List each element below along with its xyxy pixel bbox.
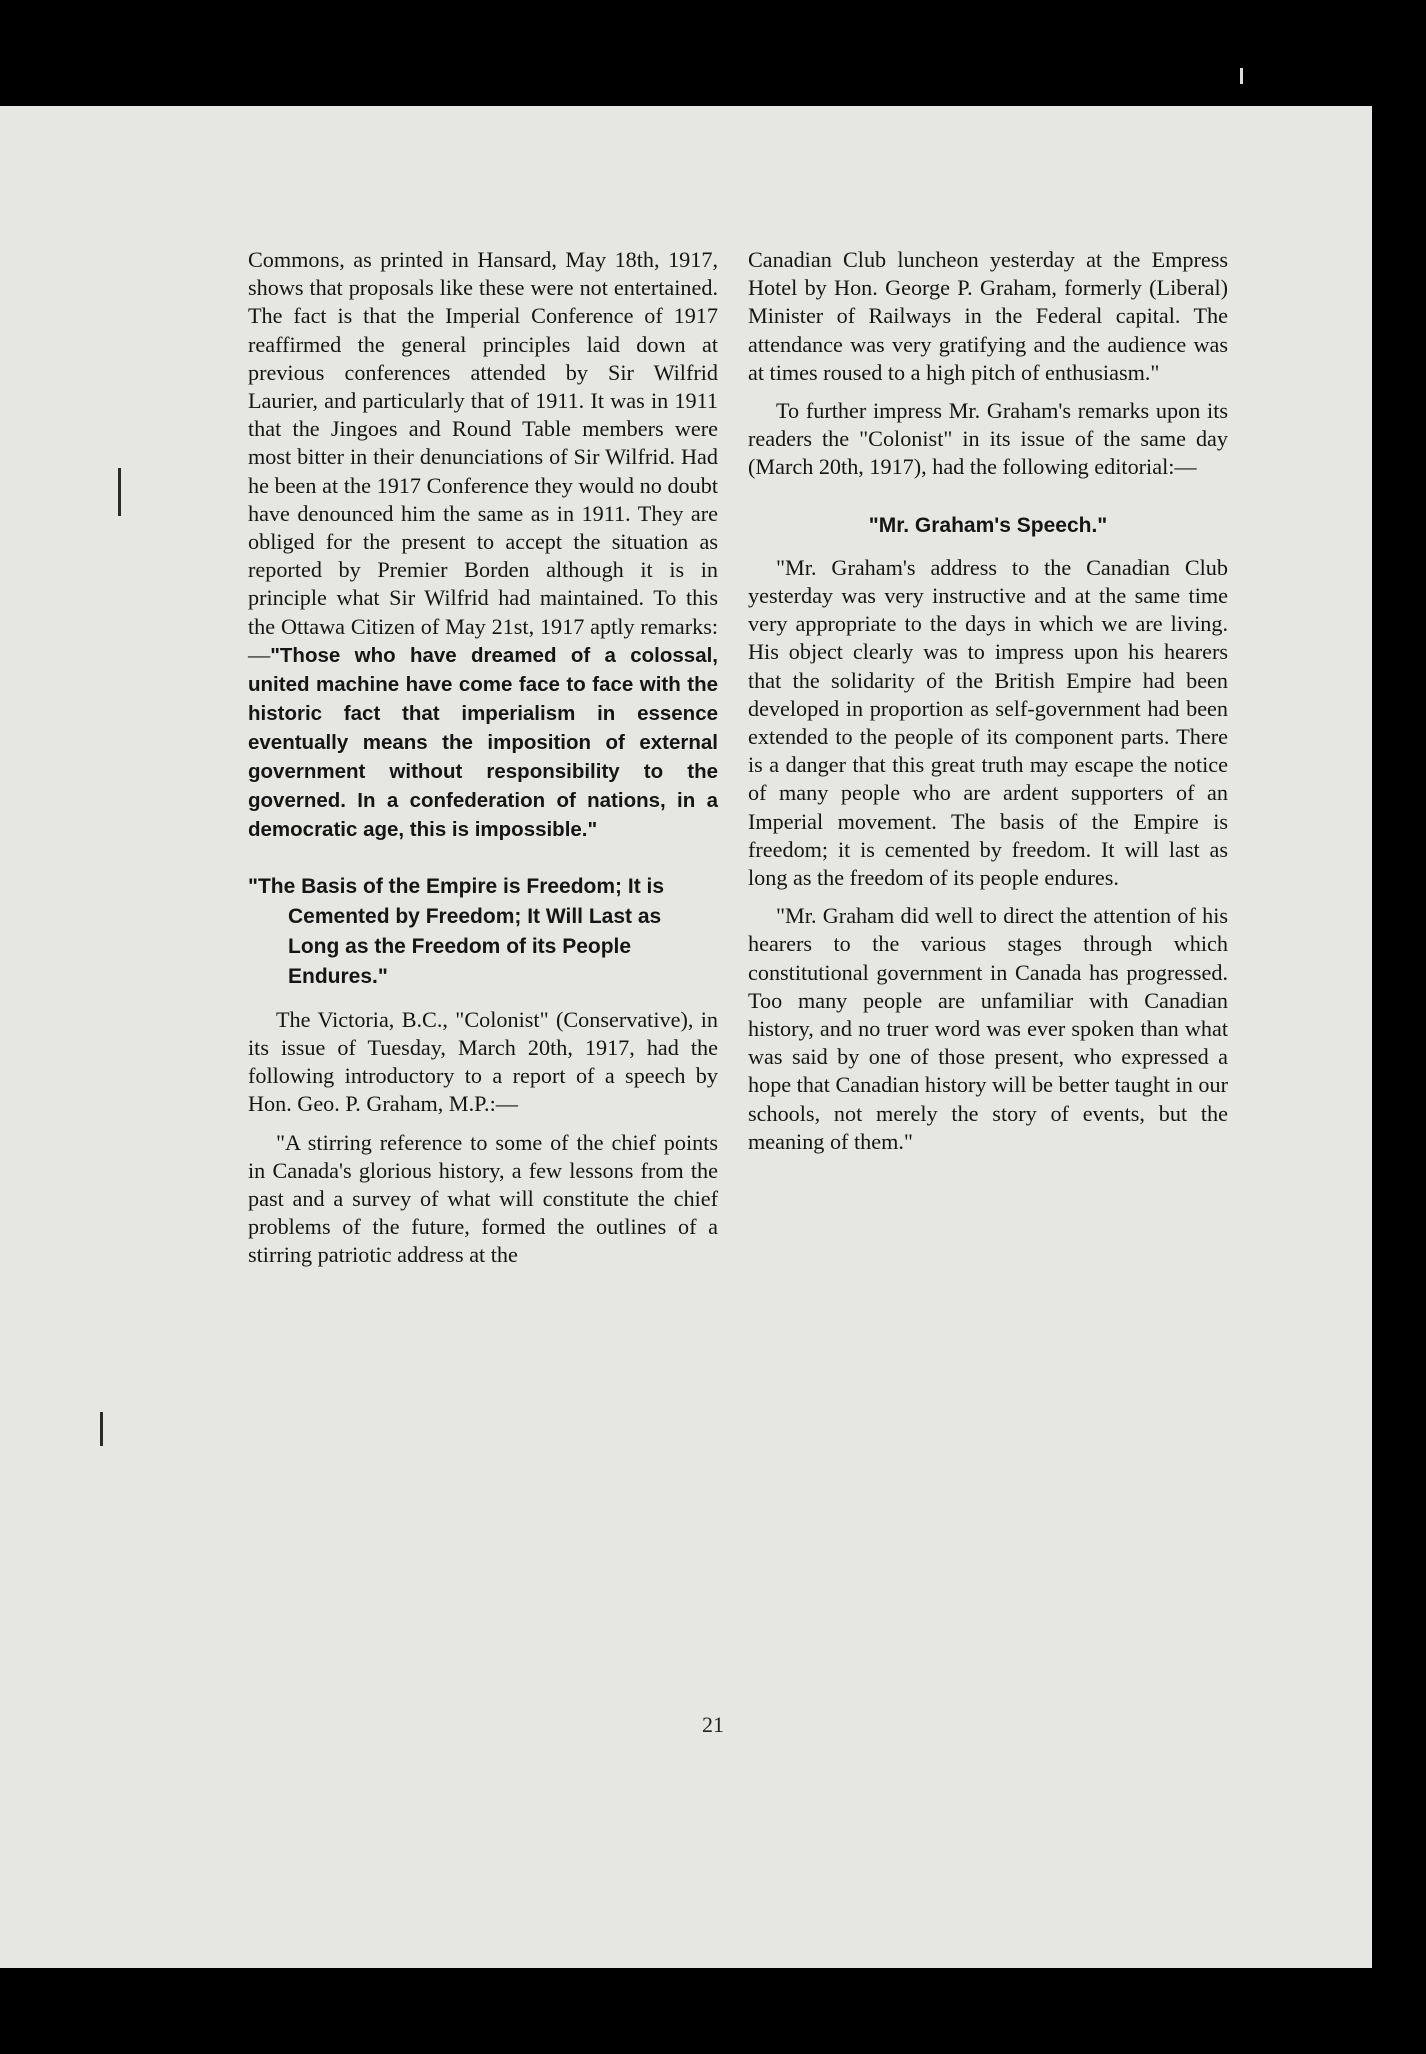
right-column xyxy=(748,246,1228,1166)
left-paragraph-3: "A stirring reference to some of the chief points in Canada's glorious history, a few lessons from the past and a survey of what will constitute the chief problems of the future, formed the outlines of a stirring patriotic address at the xyxy=(248,1129,718,1268)
left-column xyxy=(248,246,718,1280)
scan-artifact-left-top xyxy=(118,468,121,516)
citizen-quote: "Those who have dreamed of a colossal, united machine have come face to face with the historic fact that imperialism in essence eventually means the imposition of external government without responsibility to the governed. In a confederation of nations, in a democratic age, this is impossible." xyxy=(248,643,718,841)
document-page xyxy=(0,106,1372,1968)
left-paragraph-2: The Victoria, B.C., "Colonist" (Conservative), in its issue of Tuesday, March 20th, 1917, had the following introductory to a report of a speech by Hon. Geo. P. Graham, M.P.:— xyxy=(248,1006,718,1117)
right-paragraph-1: Canadian Club luncheon yesterday at the Empress Hotel by Hon. George P. Graham, formerly (Liberal) Minister of Railways in the Federal capital. The attendance was very gratifying and the audience was at times roused to a high pitch of enthusiasm." xyxy=(748,247,1228,385)
section-heading-freedom: "The Basis of the Empire is Freedom; It is Cemented by Freedom; It Will Last as Long as the Freedom of its People Endures." xyxy=(248,874,665,988)
scan-artifact-top-right xyxy=(1240,68,1243,84)
right-paragraph-2: To further impress Mr. Graham's remarks upon its readers the "Colonist" in its issue of the same day (March 20th, 1917), had the following editorial:— xyxy=(748,398,1228,480)
left-paragraph-1 xyxy=(248,246,718,844)
page-number: 21 xyxy=(702,1712,724,1737)
scan-artifact-left-bottom xyxy=(100,1412,103,1446)
section-heading-graham-speech: "Mr. Graham's Speech." xyxy=(868,513,1108,537)
left-paragraph-1-text: Commons, as printed in Hansard, May 18th, 1917, shows that proposals like these were not entertained. The fact is that the Imperial Conference of 1917 reaffirmed the general principles laid down at previous conferences attended by Sir Wilfrid Laurier, and particularly that of 1911. It was in 1911 that the Jingoes and Round Table members were most bitter in their denunciations of Sir Wilfrid. Had he been at the 1917 Conference they would no doubt have denounced him the same as in 1911. They are obliged for the present to accept the situation as reported by Premier Borden although it is in principle what Sir Wilfrid had maintained. To this the Ottawa Citizen of May 21st, 1917 aptly remarks:— xyxy=(248,247,718,667)
right-paragraph-3: "Mr. Graham's address to the Canadian Club yesterday was very instructive and at the same time very appropriate to the days in which we are living. His object clearly was to impress upon his hearers that the solidarity of the British Empire had been developed in proportion as self-government had been extended to the people of its component parts. There is a danger that this great truth may escape the notice of many people who are ardent supporters of an Imperial movement. The basis of the Empire is freedom; it is cemented by freedom. It will last as long as the freedom of its people endures. xyxy=(748,554,1228,891)
right-paragraph-4: "Mr. Graham did well to direct the attention of his hearers to the various stages through which constitutional government in Canada has progressed. Too many people are unfamiliar with Canadian history, and no truer word was ever spoken than what was said by one of those present, who expressed a hope that Canadian history will be better taught in our schools, not merely the story of events, but the meaning of them." xyxy=(748,903,1228,1154)
